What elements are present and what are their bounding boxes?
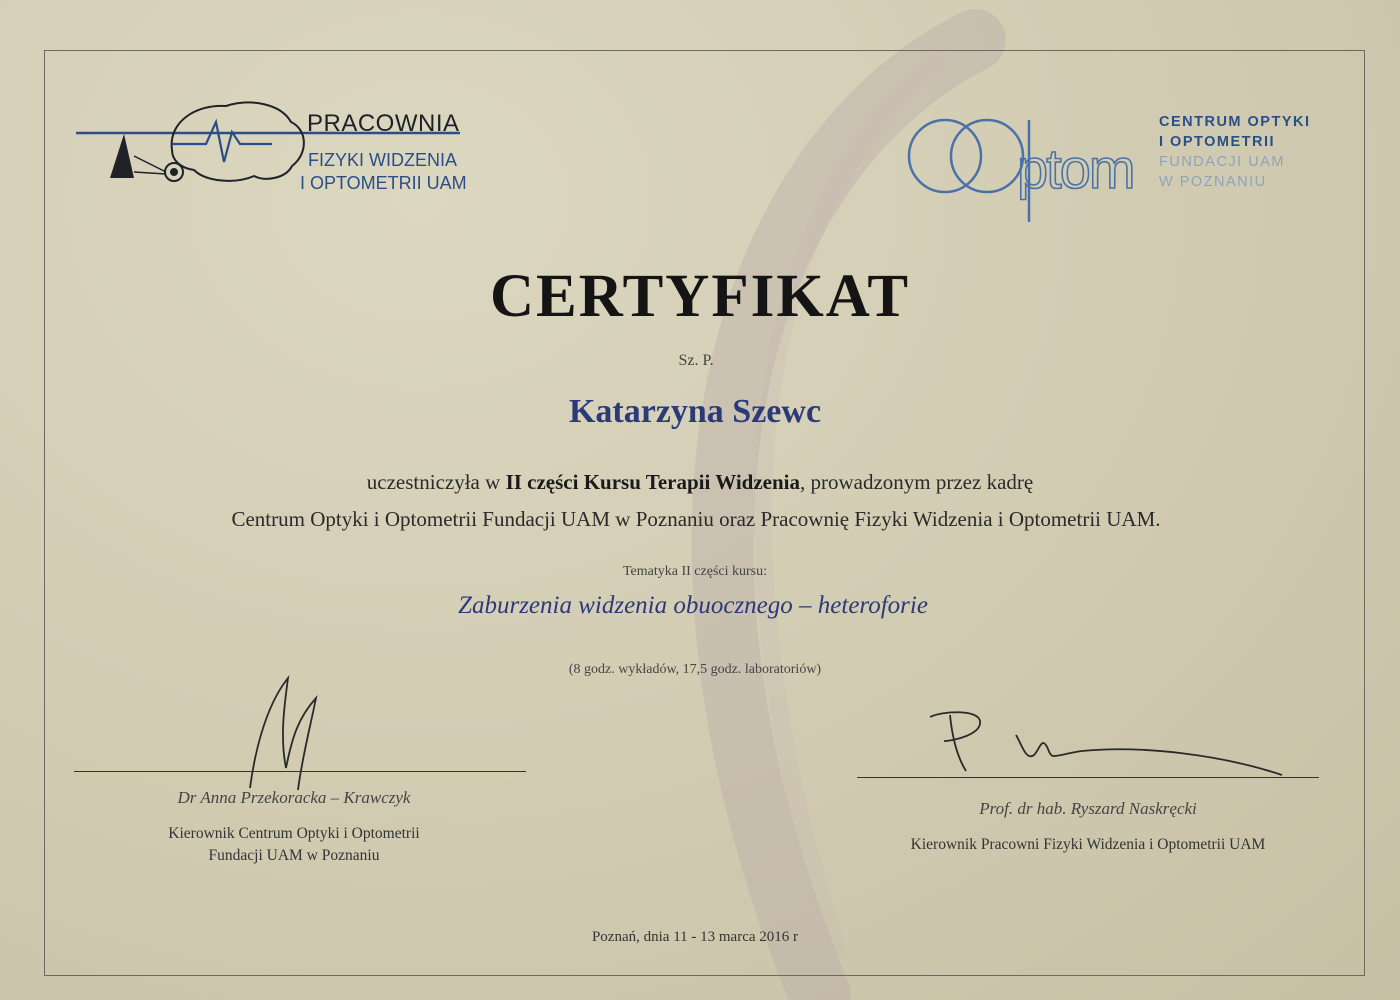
right-signatory-role: Kierownik Pracowni Fizyki Widzenia i Optometrii UAM bbox=[910, 836, 1266, 853]
right-signature-line bbox=[857, 777, 1319, 778]
salutation: Sz. P. bbox=[678, 352, 714, 369]
right-signatory-name: Prof. dr hab. Ryszard Naskręcki bbox=[979, 799, 1197, 818]
logo-cooptom bbox=[905, 110, 1345, 230]
cooptom-wordmark-icon bbox=[905, 110, 1145, 230]
logo-right-line3: FUNDACJI UAM bbox=[1159, 154, 1285, 170]
course-topic: Zaburzenia widzenia obuocznego – heteroforie bbox=[458, 592, 928, 619]
svg-text:ptom: ptom bbox=[1017, 137, 1134, 200]
place-and-date: Poznań, dnia 11 - 13 marca 2016 r bbox=[591, 929, 799, 945]
logo-left-line2: FIZYKI WIDZENIA bbox=[308, 150, 458, 170]
left-signatory-role-line2: Fundacji UAM w Poznaniu bbox=[208, 847, 380, 864]
topic-label: Tematyka II części kursu: bbox=[622, 564, 767, 579]
recipient-name: Katarzyna Szewc bbox=[568, 393, 822, 430]
left-signature-icon bbox=[236, 668, 336, 798]
logo-right-line4: W POZNANIU bbox=[1159, 174, 1267, 190]
course-name: II części Kursu Terapii Widzenia bbox=[505, 470, 800, 494]
left-signatory-role-line1: Kierownik Centrum Optyki i Optometrii bbox=[168, 825, 420, 842]
body-line1 bbox=[0, 470, 1400, 495]
right-signature-icon bbox=[922, 705, 1292, 785]
body-line1-suffix: , prowadzonym przez kadrę bbox=[799, 470, 1034, 494]
logo-right-line2: I OPTOMETRII bbox=[1159, 134, 1276, 150]
body-line2: Centrum Optyki i Optometrii Fundacji UAM w Poznaniu oraz Pracownię Fizyki Widzenia i Optometrii UAM. bbox=[231, 507, 1161, 531]
logo-right-line1: CENTRUM OPTYKI bbox=[1159, 114, 1311, 130]
course-hours: (8 godz. wykładów, 17,5 godz. laboratoriów) bbox=[568, 662, 822, 677]
logo-pracownia bbox=[76, 92, 496, 212]
certificate-title: CERTYFIKAT bbox=[489, 263, 911, 330]
left-signature-line bbox=[74, 771, 526, 772]
logo-left-title: PRACOWNIA bbox=[307, 110, 460, 137]
left-signatory-name: Dr Anna Przekoracka – Krawczyk bbox=[177, 788, 411, 807]
logo-left-line3: I OPTOMETRII UAM bbox=[300, 173, 467, 193]
body-line1-prefix: uczestniczyła w bbox=[366, 470, 506, 494]
